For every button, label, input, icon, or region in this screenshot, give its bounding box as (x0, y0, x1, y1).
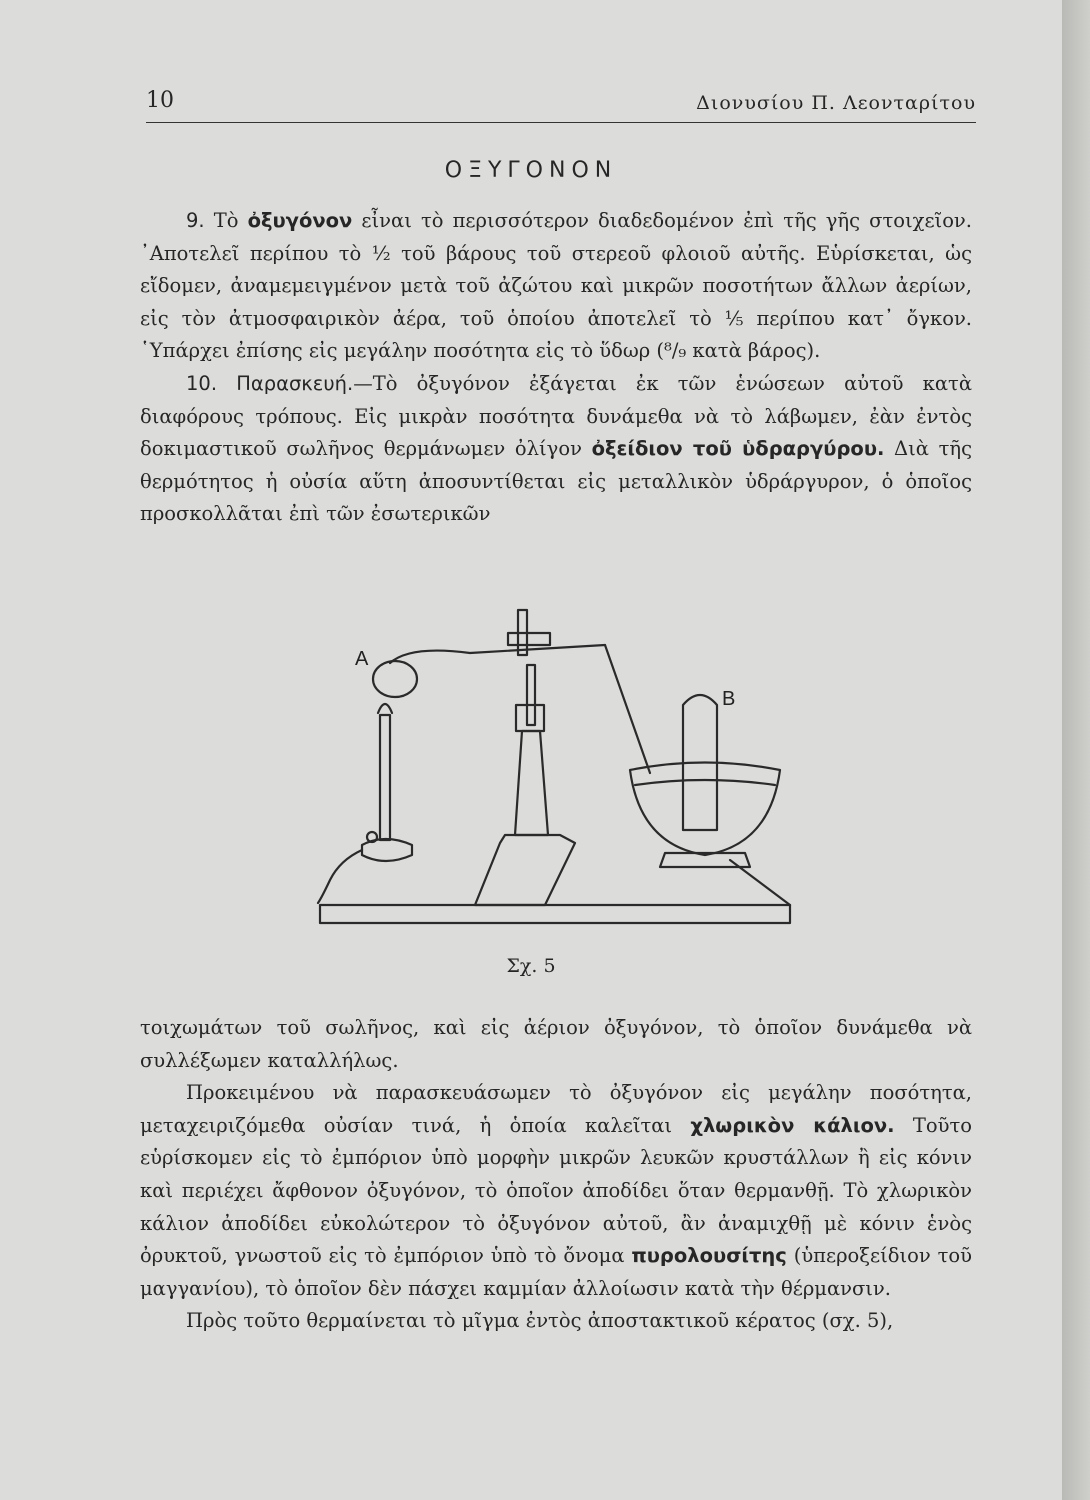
bold-term-pyrolusite: πυρολουσίτης (631, 1244, 787, 1268)
stand-collar (516, 705, 544, 731)
text-block-bottom (140, 1012, 972, 1338)
running-head: Διονυσίου Π. Λεονταρίτου (696, 92, 976, 114)
label-b: B (722, 688, 736, 710)
section-title: ΟΞΥΓΟΝΟΝ (444, 158, 618, 183)
table-board (320, 905, 790, 923)
paragraph-text: Προκειμένου νὰ παρασκευάσωμεν τὸ ὀξυγόνον εἰς μεγάλην ποσότητα, μεταχειριζόμεθα οὐσίαν τινά, ἡ ὁποία καλεῖται (140, 1081, 972, 1137)
paragraph-text: Πρὸς τοῦτο θερμαίνεται τὸ μῖγμα ἐντὸς ἀποστακτικοῦ κέρατος (σχ. 5), (186, 1309, 894, 1333)
burner-flame (378, 704, 392, 713)
burner-tube (380, 715, 390, 840)
paragraph-heading: 10. Παρασκευή. (186, 371, 354, 395)
paragraph-text: εἶναι τὸ περισσότερον διαδεδομένον ἐπὶ τῆς γῆς στοιχεῖον. ᾿Αποτελεῖ περίπου τὸ ½ τοῦ βάρους τοῦ στερεοῦ φλοιοῦ αὐτῆς. Εὑρίσκεται, ὡς εἴδομεν, ἀναμεμειγμένον μετὰ τοῦ ἀζώτου καὶ μικρῶν ποσοτήτων ἄλλων ἀερίων, εἰς τὸν ἀτμοσφαιρικὸν ἀέρα, τοῦ ὁποίου ἀποτελεῖ τὸ ⅕ περίπου κατ᾿ ὄγκον. ῾Υπάρχει ἐπίσης εἰς μεγάλην ποσότητα εἰς τὸ ὕδωρ (⁸/₉ κατὰ βάρος). (140, 209, 972, 363)
stand-rod (527, 665, 535, 725)
water-line (635, 780, 775, 785)
retort-bulb (373, 661, 417, 697)
clamp (508, 633, 550, 645)
stand-column (515, 731, 548, 835)
paragraph-text: Διὰ τῆς θερμότητος ἡ οὐσία αὕτη ἀποσυντίθεται εἰς μεταλλικὸν ὑδράργυρον, ὁ ὁποῖος προσκολλᾶται ἐπὶ τῶν ἐσωτερικῶν (140, 437, 972, 526)
bold-term-mercury-oxide: ὀξείδιον τοῦ ὑδραργύρου. (591, 437, 885, 461)
gas-hose (318, 850, 362, 903)
paragraph-chlorate (140, 1077, 972, 1305)
paragraph-text: —Τὸ ὀξυγόνον ἐξάγεται ἐκ τῶν ἑνώσεων αὐτοῦ κατὰ διαφόρους τρόπους. Εἰς μικρὰν ποσότητα δυνάμεθα νὰ τὸ λάβωμεν, ἐὰν ἐντὸς δοκιμαστικοῦ σωλῆνος θερμάνωμεν ὀλίγον (140, 371, 972, 461)
delivery-tube (605, 645, 650, 773)
paragraph-text: Τοῦτο εὑρίσκομεν εἰς τὸ ἐμπόριον ὑπὸ μορφὴν μικρῶν λευκῶν κρυστάλλων ἢ εἰς κόνιν καὶ περιέχει ἄφθονον ὀξυγόνον, τὸ ὁποῖον ἀποδίδει ὅταν θερμανθῇ. Τὸ χλωρικὸν κάλιον ἀποδίδει εὐκολώτερον τὸ ὀξυγόνον αὐτοῦ, ἂν ἀναμιχθῇ μὲ κόνιν ἑνὸς ὀρυκτοῦ, γνωστοῦ εἰς τὸ ἐμπόριον ὑπὸ τὸ ὄνομα (140, 1113, 972, 1268)
retort-neck (390, 645, 605, 663)
paragraph-text: (ὑπεροξείδιον τοῦ μαγγανίου), τὸ ὁποῖον δὲν πάσχει καμμίαν ἀλλοίωσιν κατὰ τὴν θέρμανσιν. (140, 1244, 972, 1300)
water-trough (630, 763, 780, 856)
paragraph-text: Τὸ (204, 209, 248, 232)
bold-term-potassium-chlorate: χλωρικὸν κάλιον. (690, 1113, 895, 1137)
paragraph-text: τοιχωμάτων τοῦ σωλῆνος, καὶ εἰς ἀέριον ὀξυγόνον, τὸ ὁποῖον δυνάμεθα νὰ συλλέξωμεν καταλλήλως. (140, 1016, 972, 1072)
label-a: A (355, 648, 369, 670)
paragraph-9 (140, 205, 972, 368)
figure-caption: Σχ. 5 (506, 955, 556, 977)
paragraph-10 (140, 368, 972, 531)
page-number: 10 (146, 88, 174, 113)
paragraph-last (140, 1305, 972, 1338)
text-block-top (140, 205, 972, 531)
page-edge (1062, 0, 1090, 1500)
bold-term-oxygen: ὀξυγόνον (247, 209, 353, 232)
paragraph-number: 9. (186, 209, 205, 232)
figure-apparatus (300, 605, 810, 940)
stand-base (475, 835, 575, 905)
page-header (146, 88, 976, 123)
paragraph-continuation (140, 1012, 972, 1077)
